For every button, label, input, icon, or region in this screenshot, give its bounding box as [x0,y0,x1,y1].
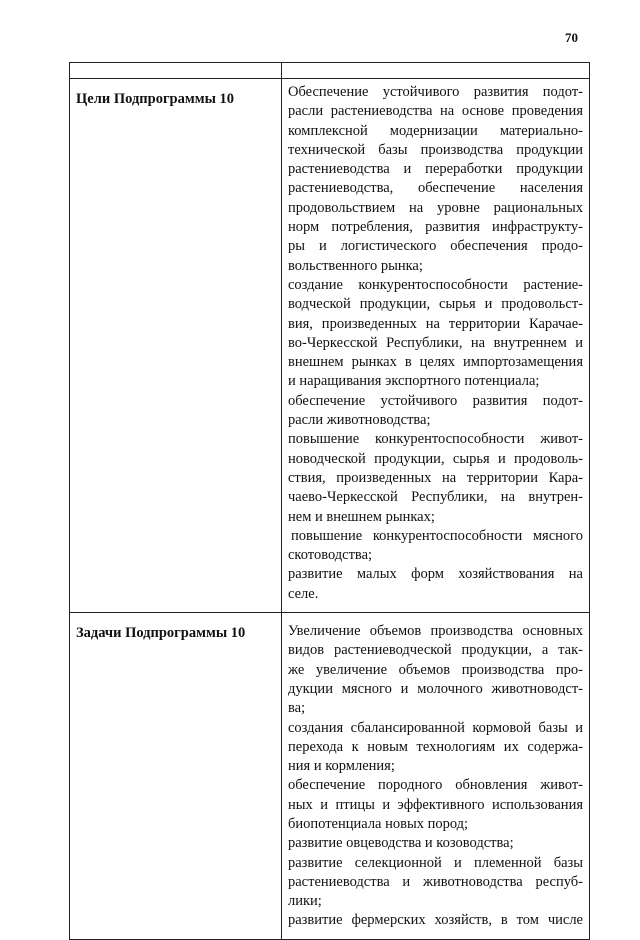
goals-text-line: технической базы производства продукции [288,141,583,158]
goals-text-line: развитие малых форм хозяйствования на [288,566,583,583]
blank-cell-right [282,63,590,79]
tasks-text-line: развитие фермерских хозяйств, в том числе [288,912,583,929]
goals-text-line: водческой продукции, сырья и продовольст- [288,296,583,313]
goals-text-line: чаево-Черкесской Республики, на внутрен- [288,489,583,506]
goals-text-line: расли растениеводства на основе проведения [288,103,583,120]
tasks-content [282,613,590,940]
tasks-row [70,613,590,940]
table-header-row [70,63,590,79]
goals-text-line: скотоводства; [288,547,373,564]
tasks-text-line: перехода к новым технологиям их содержа- [288,738,583,755]
tasks-text-line: биопотенциала новых пород; [288,815,469,832]
goals-text-line: во-Черкесской Республики, на внутреннем и [288,334,583,351]
tasks-text-line: ных и птицы и эффективного использования [288,796,583,813]
goals-text-line: новодческой продукции, сырья и продоволь- [288,450,583,467]
goals-text-line: расли животноводства; [288,412,431,429]
tasks-text-line: создания сбалансированной кормовой базы и [288,719,583,736]
goals-text-line: Обеспечение устойчивого развития подот- [288,84,583,100]
tasks-text-line: Увеличение объемов производства основных [288,623,583,640]
goals-text-line: растениеводства, обеспечение населения [288,180,583,197]
tasks-text-line: развитие селекционной и племенной базы [288,854,583,871]
tasks-text-line: развитие овцеводства и козоводства; [288,835,514,852]
goals-text-line: ствия, произведенных на территории Кара- [288,469,583,486]
blank-cell-left [70,63,282,79]
goals-text-line: внешнем рынках в целях импортозамещения [288,354,583,371]
goals-text-line: нем и внешнем рынках; [288,508,435,525]
tasks-text-line: ния и кормления; [288,758,395,775]
subprogram-table [69,62,590,940]
goals-text-line: создание конкурентоспособности растение- [288,276,583,293]
goals-text-line: обеспечение устойчивого развития подот- [288,392,583,409]
goals-text-line: повышение конкурентоспособности живот- [288,431,583,448]
goals-label: Цели Подпрограммы 10 [70,79,282,613]
goals-text-line: продовольствием на уровне рациональных [288,199,583,216]
page-number: 70 [565,30,578,45]
tasks-text-line: ва; [288,700,306,717]
goals-text-line: растениеводства и переработки продукции [288,161,583,178]
tasks-label: Задачи Подпрограммы 10 [70,613,282,940]
goals-text-line: селе. [288,585,319,602]
tasks-text-line: растениеводства и животноводства респуб- [288,873,583,890]
goals-text-line: вольственного рынка; [288,257,423,274]
goals-text-line: и наращивания экспортного потенциала; [288,373,540,390]
goals-row [70,79,590,613]
goals-text-line: комплексной модернизации материально- [288,122,583,139]
goals-text-line: ры и логистического обеспечения продо- [288,238,583,255]
goals-text-line: повышение конкурентоспособности мясного [291,527,583,544]
tasks-text-line: обеспечение породного обновления живот- [288,777,583,794]
tasks-text-line: видов растениеводческой продукции, а так- [288,642,583,659]
tasks-text-line: же увеличение объемов производства про- [288,661,583,678]
goals-content [282,79,590,613]
goals-text-line: вия, произведенных на территории Карачае- [288,315,583,332]
goals-text-line: норм потребления, развития инфраструкту- [288,219,583,236]
tasks-text-line: лики; [288,893,322,910]
tasks-text-line: дукции мясного и молочного животноводст- [288,680,583,697]
